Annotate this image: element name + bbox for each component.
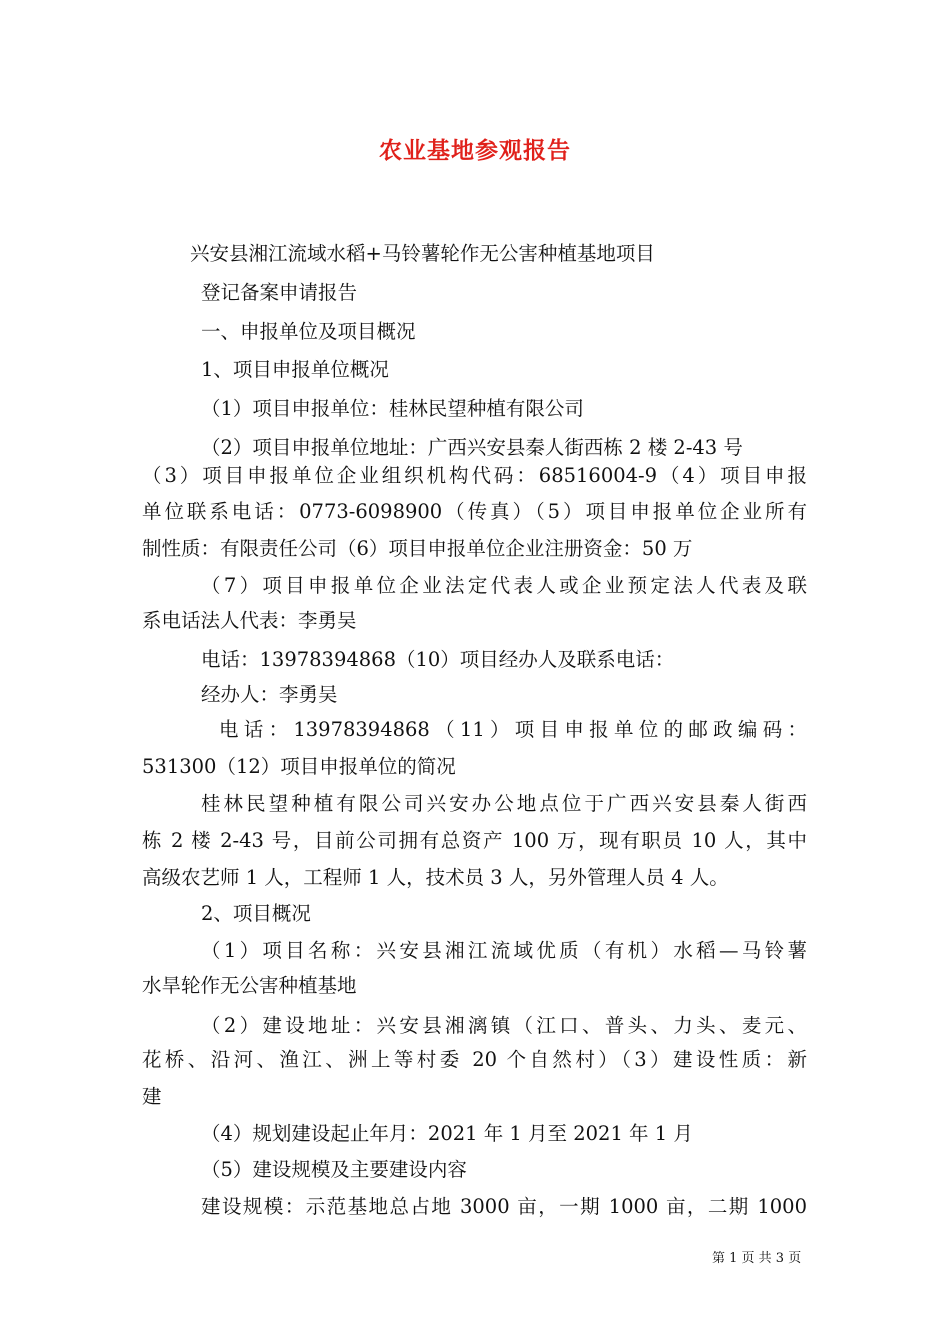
body-line: 兴安县湘江流域水稻+马铃薯轮作无公害种植基地项目 [190, 242, 655, 265]
body-line: （1）项目名称：兴安县湘江流域优质（有机）水稻—马铃薯 [201, 939, 807, 962]
document-title: 农业基地参观报告 [379, 137, 571, 164]
body-line: （3）项目申报单位企业组织机构代码：68516004-9（4）项目申报 [142, 464, 807, 487]
body-line: 531300（12）项目申报单位的简况 [142, 755, 456, 778]
body-line: 水旱轮作无公害种植基地 [142, 974, 357, 997]
body-line: 高级农艺师 1 人，工程师 1 人，技术员 3 人，另外管理人员 4 人。 [142, 866, 729, 889]
body-line: 系电话法人代表：李勇吴 [142, 609, 357, 632]
body-line: 电话：13978394868（11）项目申报单位的邮政编码： [219, 718, 807, 741]
body-line: 桂林民望种植有限公司兴安办公地点位于广西兴安县秦人街西 [201, 792, 807, 815]
body-line: （2）项目申报单位地址：广西兴安县秦人街西栋 2 楼 2-43 号 [201, 436, 743, 459]
body-line: （1）项目申报单位：桂林民望种植有限公司 [201, 397, 584, 420]
body-line: 一、申报单位及项目概况 [201, 320, 416, 343]
body-line: 2、项目概况 [201, 902, 311, 925]
body-line: 1、项目申报单位概况 [201, 358, 389, 381]
body-line: 单位联系电话：0773-6098900（传真）（5）项目申报单位企业所有 [142, 500, 807, 523]
body-line: 建设规模：示范基地总占地 3000 亩，一期 1000 亩，二期 1000 [201, 1195, 807, 1218]
body-line: 花桥、沿河、渔江、洲上等村委 20 个自然村）（3）建设性质：新 [142, 1048, 807, 1071]
body-line: 经办人：李勇吴 [201, 683, 338, 706]
body-line: （7）项目申报单位企业法定代表人或企业预定法人代表及联 [201, 574, 807, 597]
body-line: 电话：13978394868（10）项目经办人及联系电话： [201, 648, 675, 671]
body-line: 登记备案申请报告 [201, 281, 358, 304]
body-line: （2）建设地址：兴安县湘漓镇（江口、普头、力头、麦元、 [201, 1014, 807, 1037]
body-line: 制性质：有限责任公司（6）项目申报单位企业注册资金：50 万 [142, 537, 693, 560]
body-line: 栋 2 楼 2-43 号，目前公司拥有总资产 100 万，现有职员 10 人，其中 [142, 829, 807, 852]
body-line: （4）规划建设起止年月：2021 年 1 月至 2021 年 1 月 [201, 1122, 693, 1145]
body-line: （5）建设规模及主要建设内容 [201, 1158, 467, 1181]
page-number: 第 1 页 共 3 页 [712, 1251, 802, 1266]
body-line: 建 [142, 1085, 162, 1108]
